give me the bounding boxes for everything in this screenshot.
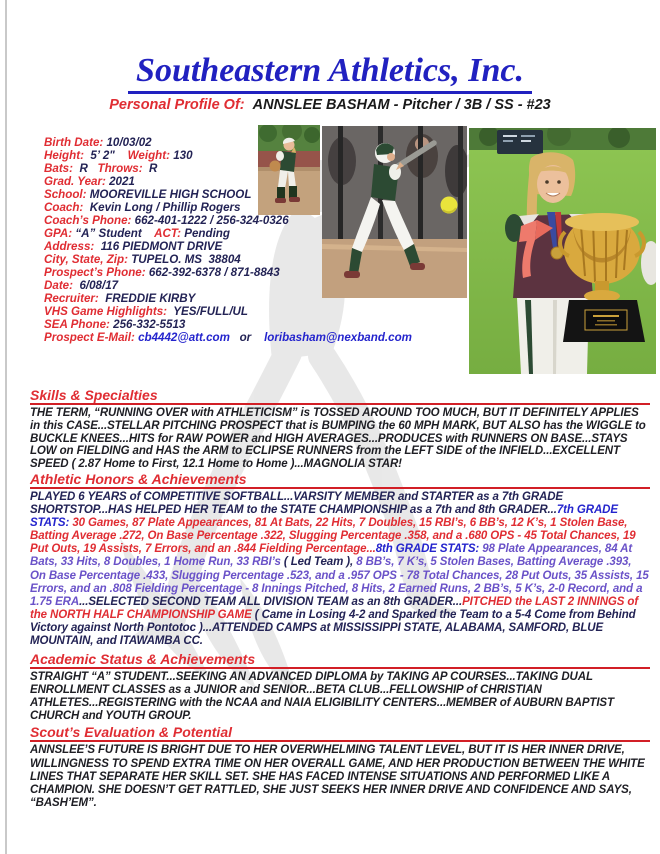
- info-line: [44, 318, 412, 331]
- text-segment: 10/03/02: [106, 136, 152, 149]
- trophy-photo: [469, 128, 656, 374]
- text-segment: Coach’s Phone:: [44, 214, 135, 227]
- section-academic: [30, 652, 650, 723]
- section-athletic: [30, 472, 650, 648]
- text-segment: “A” Student: [75, 227, 155, 240]
- text-segment: R: [149, 162, 158, 175]
- section-body-scout: [30, 744, 650, 809]
- text-segment: City, State, Zip:: [44, 253, 132, 266]
- info-line: [44, 305, 412, 318]
- text-segment: Throws:: [97, 162, 150, 175]
- text-segment: 8 BB’s, 7 K’s, 5 Stolen Bases, Batting Average .393, On Base Percentage .433, Slugging Percentage .523, and a .957 OPS - 78 Total Chances, 28 Put Outs, 35 Assists, 15 Errors, and an .808 Fielding Percentage - 8 Innings Pitched, 8 Hits, 2 Earned Runs, 2 BB’s, 5 K’s, 2-0 Record, and a 1.75 ERA: [30, 556, 649, 608]
- text-segment: School:: [44, 188, 90, 201]
- info-line: [44, 149, 412, 162]
- text-segment: 98 Plate Appearances, 84 At Bats, 33 Hits, 8 Doubles, 1 Home Run, 33 RBI’s: [30, 543, 633, 569]
- company-title: Southeastern Athletics, Inc.: [128, 52, 532, 94]
- text-segment: ANNSLEE’S FUTURE IS BRIGHT DUE TO HER OVERWHELMING TALENT LEVEL, BUT IT IS HER INNER DRIVE, WILLINGNESS TO SPEND EXTRA TIME ON HER OVERALL GAME, AND HER PRODUCTION BETWEEN THE WHITE LINES THAT SEPARATE HER SKILL SET. SHE HAS FACED INTENSE SITUATIONS AND PERFORMED LIKE A CHAMPION. SHE DOESN’T GET RATTLED, SHE JUST SEEKS HER INNER DRIVE AND CONFIDENCE AND SAYS, “BASH’EM”.: [30, 744, 645, 809]
- text-segment: Bats:: [44, 162, 80, 175]
- info-line: [44, 162, 412, 175]
- text-segment: Birth Date:: [44, 136, 107, 149]
- text-segment: Kevin Long / Phillip Rogers: [89, 201, 241, 214]
- info-line: [44, 175, 412, 188]
- text-segment: YES/FULL/UL: [173, 305, 248, 318]
- text-segment: Date:: [44, 279, 80, 292]
- text-segment: SEA Phone:: [44, 318, 114, 331]
- text-segment: cb4442@att.com: [138, 331, 230, 344]
- text-segment: ( Led Team ),: [283, 556, 357, 569]
- section-body-athletic: [30, 491, 650, 648]
- info-line: [44, 136, 412, 149]
- info-line: [44, 240, 412, 253]
- text-segment: 662-392-6378 / 871-8843: [148, 266, 280, 279]
- info-line: [44, 292, 412, 305]
- section-skills: [30, 388, 650, 471]
- scan-edge-line: [5, 0, 7, 854]
- info-line: [44, 331, 412, 344]
- text-segment: Pending: [184, 227, 230, 240]
- sections: [30, 388, 650, 810]
- text-segment: GPA:: [44, 227, 76, 240]
- section-body-skills: [30, 407, 650, 471]
- info-line: [44, 188, 412, 201]
- text-segment: ACT:: [154, 227, 185, 240]
- text-segment: STRAIGHT “A” STUDENT...SEEKING AN ADVANCED DIPLOMA by TAKING AP COURSES...TAKING DUAL ENROLLMENT CLASSES as a JUNIOR and SENIOR...BETA CLUB...FELLOWSHIP of CHRISTIAN ATHLETES...REGISTERING with the NCAA and NAIA ELIGIBILITY CENTERS...MEMBER of AUBURN BAPTIST CHURCH and YOUTH GROUP.: [30, 671, 614, 723]
- text-segment: 256-332-5513: [113, 318, 186, 331]
- text-segment: loribasham@nexband.com: [264, 331, 412, 344]
- text-segment: ( Came in Losing 4-2 and Sparked the Team to a 5-4 Come from Behind Victory against North Pontotoc )...ATTENDED CAMPS at MISSISSIPPI STATE, ALABAMA, SAMFORD, BLUE MOUNTAIN, and ITAWAMBA CC.: [30, 608, 636, 648]
- info-line: [44, 201, 412, 214]
- subtitle: [0, 97, 660, 114]
- text-segment: 8th GRADE STATS:: [375, 543, 483, 556]
- text-segment: 130: [173, 149, 193, 162]
- section-heading-scout: Scout’s Evaluation & Potential: [30, 724, 233, 741]
- text-segment: 6/08/17: [79, 279, 119, 292]
- info-line: [44, 227, 412, 240]
- section-rule: [30, 487, 650, 489]
- header: [0, 52, 660, 114]
- info-line: [44, 214, 412, 227]
- text-segment: Height:: [44, 149, 91, 162]
- text-segment: TUPELO. MS 38804: [131, 253, 241, 266]
- prospect-name: ANNSLEE BASHAM - Pitcher / 3B / SS - #23: [252, 97, 551, 113]
- personal-info-block: [44, 136, 412, 344]
- info-line: [44, 253, 412, 266]
- section-rule: [30, 740, 650, 742]
- section-rule: [30, 403, 650, 405]
- info-line: [44, 266, 412, 279]
- text-segment: MOOREVILLE HIGH SCHOOL: [89, 188, 252, 201]
- text-segment: Address:: [44, 240, 101, 253]
- section-heading-academic: Academic Status & Achievements: [30, 651, 256, 668]
- section-heading-skills: Skills & Specialties: [30, 387, 158, 403]
- text-segment: Weight:: [127, 149, 174, 162]
- text-segment: ...SELECTED SECOND TEAM ALL DIVISION TEAM as an 8th GRADER...: [79, 595, 463, 608]
- text-segment: 7th GRADE STATS:: [30, 504, 618, 530]
- text-segment: 5’ 2": [90, 149, 128, 162]
- text-segment: FREDDIE KIRBY: [105, 292, 196, 305]
- text-segment: 2021: [109, 175, 135, 188]
- text-segment: 30 Games, 87 Plate Appearances, 81 At Bats, 22 Hits, 7 Doubles, 15 RBI’s, 6 BB’s, 12 K’s, 1 Stolen Base, Batting Average .272, On Base Percentage .322, Slugging Percentage .358, and a .680 OPS - 45 Total Chances, 19 Put Outs, 19 Assists, 7 Errors, and an .844 Fielding Percentage...: [30, 517, 636, 556]
- text-segment: 116 PIEDMONT DRIVE: [100, 240, 223, 253]
- info-line: [44, 279, 412, 292]
- section-rule: [30, 667, 650, 669]
- text-segment: Grad. Year:: [44, 175, 110, 188]
- text-segment: PLAYED 6 YEARS of COMPETITIVE SOFTBALL...VARSITY MEMBER and STARTER as a 7th GRADE SHORTSTOP...HAS HELPED HER TEAM to the STATE CHAMPIONSHIP as a 7th and 8th GRADER...: [30, 490, 564, 517]
- text-segment: Prospect E-Mail:: [44, 331, 139, 344]
- text-segment: PITCHED the LAST 2 INNINGS of the NORTH HALF CHAMPIONSHIP GAME: [30, 595, 639, 621]
- section-heading-athletic: Athletic Honors & Achievements: [30, 470, 247, 487]
- text-segment: Prospect’s Phone:: [44, 266, 149, 279]
- text-segment: 662-401-1222 / 256-324-0326: [134, 214, 289, 227]
- section-body-academic: [30, 671, 650, 723]
- section-scout: [30, 725, 650, 809]
- text-segment: THE TERM, “RUNNING OVER with ATHLETICISM” is TOSSED AROUND TOO MUCH, BUT IT DEFINITELY APPLIES in this CASE...STELLAR PITCHING PROSPECT that is BUMPING the 60 MPH MARK, BUT ALSO has the WIGGLE to BUCKLE KNEES...HITS for RAW POWER and HIGH AVERAGES...PRODUCES with RUNNERS ON BASE...STAYS LOW on FIELDING and HAS the ARM to ECLIPSE RUNNERS from the LEFT SIDE of the INFIELD...EXCELLENT SPEED ( 2.87 Home to First, 12.1 Home to Home )...MAGNOLIA STAR!: [30, 407, 646, 471]
- text-segment: VHS Game Highlights:: [44, 305, 174, 318]
- subtitle-label: Personal Profile Of:: [109, 97, 245, 113]
- text-segment: R: [79, 162, 98, 175]
- text-segment: or: [229, 331, 265, 344]
- text-segment: Recruiter:: [44, 292, 106, 305]
- text-segment: Coach:: [44, 201, 90, 214]
